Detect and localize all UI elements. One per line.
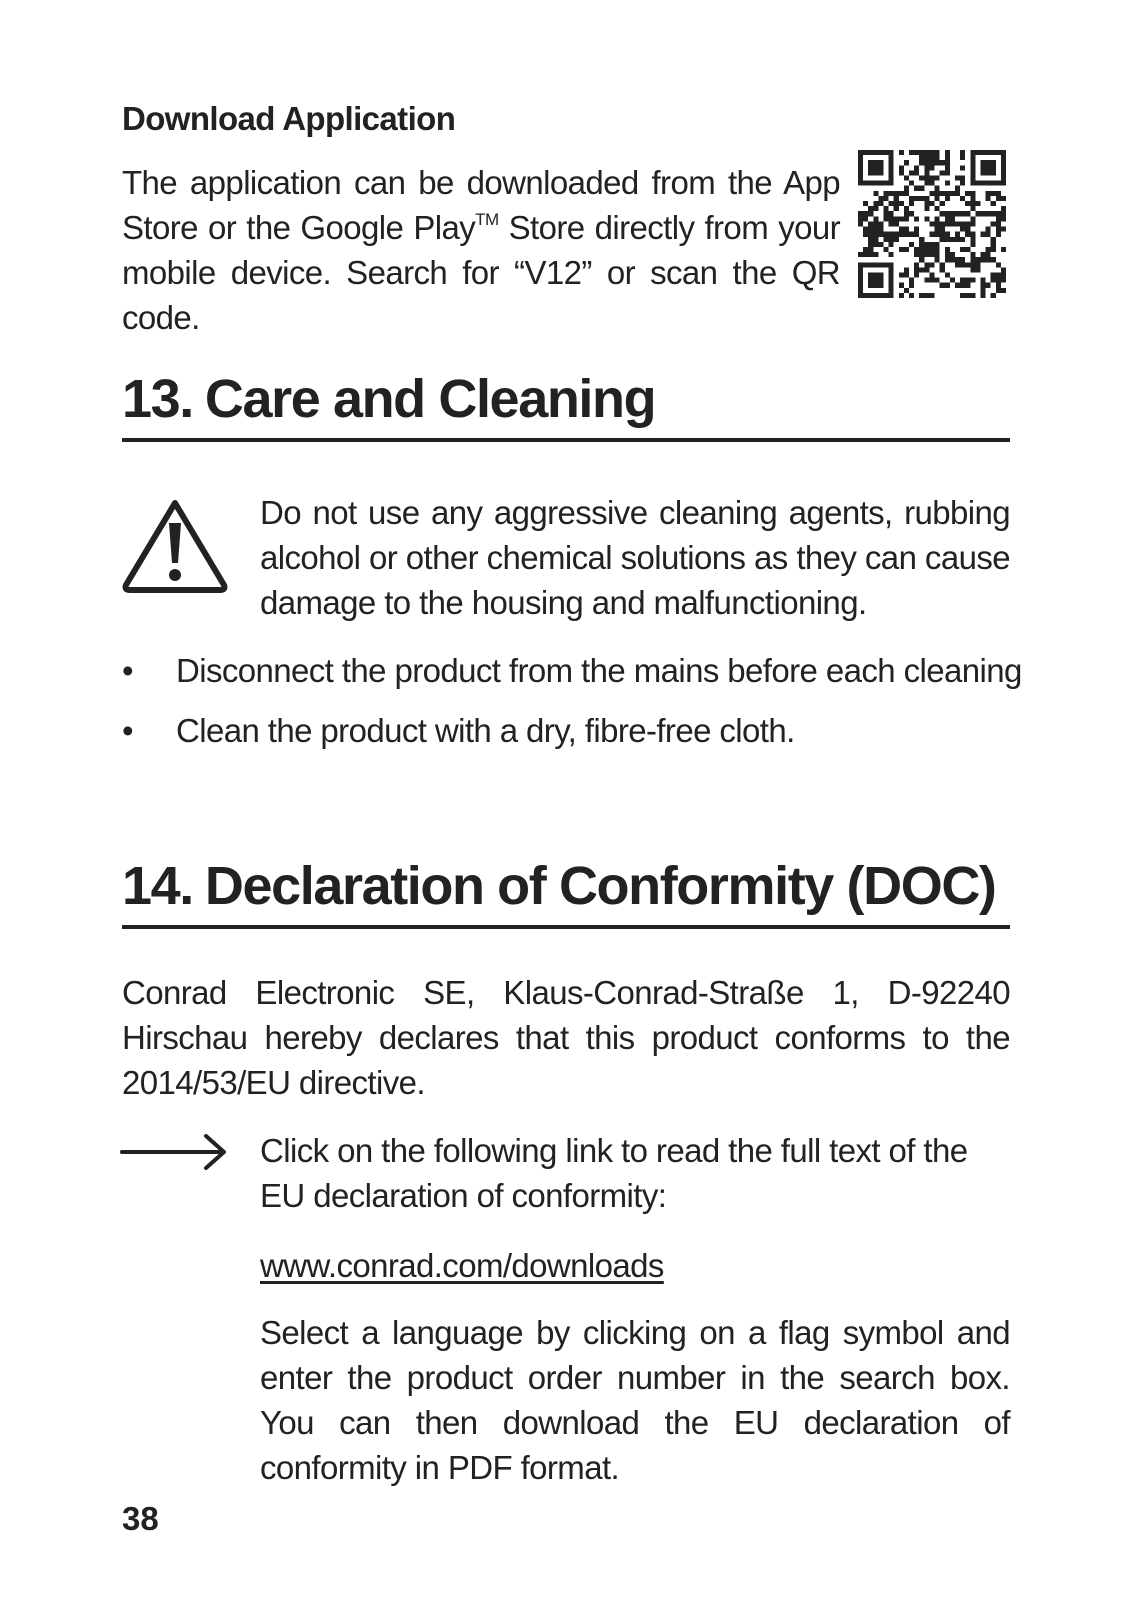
section-13-number: 13. (122, 369, 193, 429)
cleaning-instructions-list (122, 648, 1022, 768)
download-application-heading: Download Application (122, 100, 456, 137)
language-select-instructions: Select a language by clicking on a flag symbol and enter the product order number in the search box. You can then download the EU declaration of conformity in PDF format. (260, 1314, 1010, 1486)
qr-code-icon[interactable] (858, 150, 1006, 298)
list-item-text: Disconnect the product from the mains before each cleaning (176, 652, 1022, 689)
list-item (122, 648, 1022, 693)
download-text-part1: The application can be downloaded from the App Store or the Google Play (122, 164, 840, 246)
download-application-text (122, 160, 840, 340)
right-arrow-icon (120, 1132, 232, 1172)
section-13-heading (122, 368, 1010, 442)
bullet-symbol: • (122, 652, 133, 689)
warning-triangle-icon (120, 495, 230, 595)
cleaning-warning-text: Do not use any aggressive cleaning agents, rubbing alcohol or other chemical solutions as they can cause damage to the housing and malfunctioning. (260, 494, 1010, 621)
bullet-symbol: • (122, 712, 133, 749)
list-item-text: Clean the product with a dry, fibre-free cloth. (176, 712, 795, 749)
list-item (122, 708, 1010, 753)
section-14-title: Declaration of Conformity (DOC) (204, 856, 996, 916)
trademark-mark: TM (475, 210, 499, 229)
link-intro-text: Click on the following link to read the full text of the EU declaration of conformity: (260, 1132, 968, 1214)
page-number: 38 (122, 1500, 159, 1537)
download-text-part2: Store directly from your mobile device. Search for “V12” or scan the QR code. (122, 209, 840, 336)
section-14-heading (122, 855, 1010, 929)
conrad-downloads-link[interactable]: www.conrad.com/downloads (260, 1247, 664, 1284)
section-13-title: Care and Cleaning (204, 369, 656, 429)
declaration-text: Conrad Electronic SE, Klaus-Conrad-Straße 1, D-92240 Hirschau hereby declares that this product conforms to the 2014/53/EU directive. (122, 974, 1010, 1101)
section-14-number: 14. (122, 856, 193, 916)
